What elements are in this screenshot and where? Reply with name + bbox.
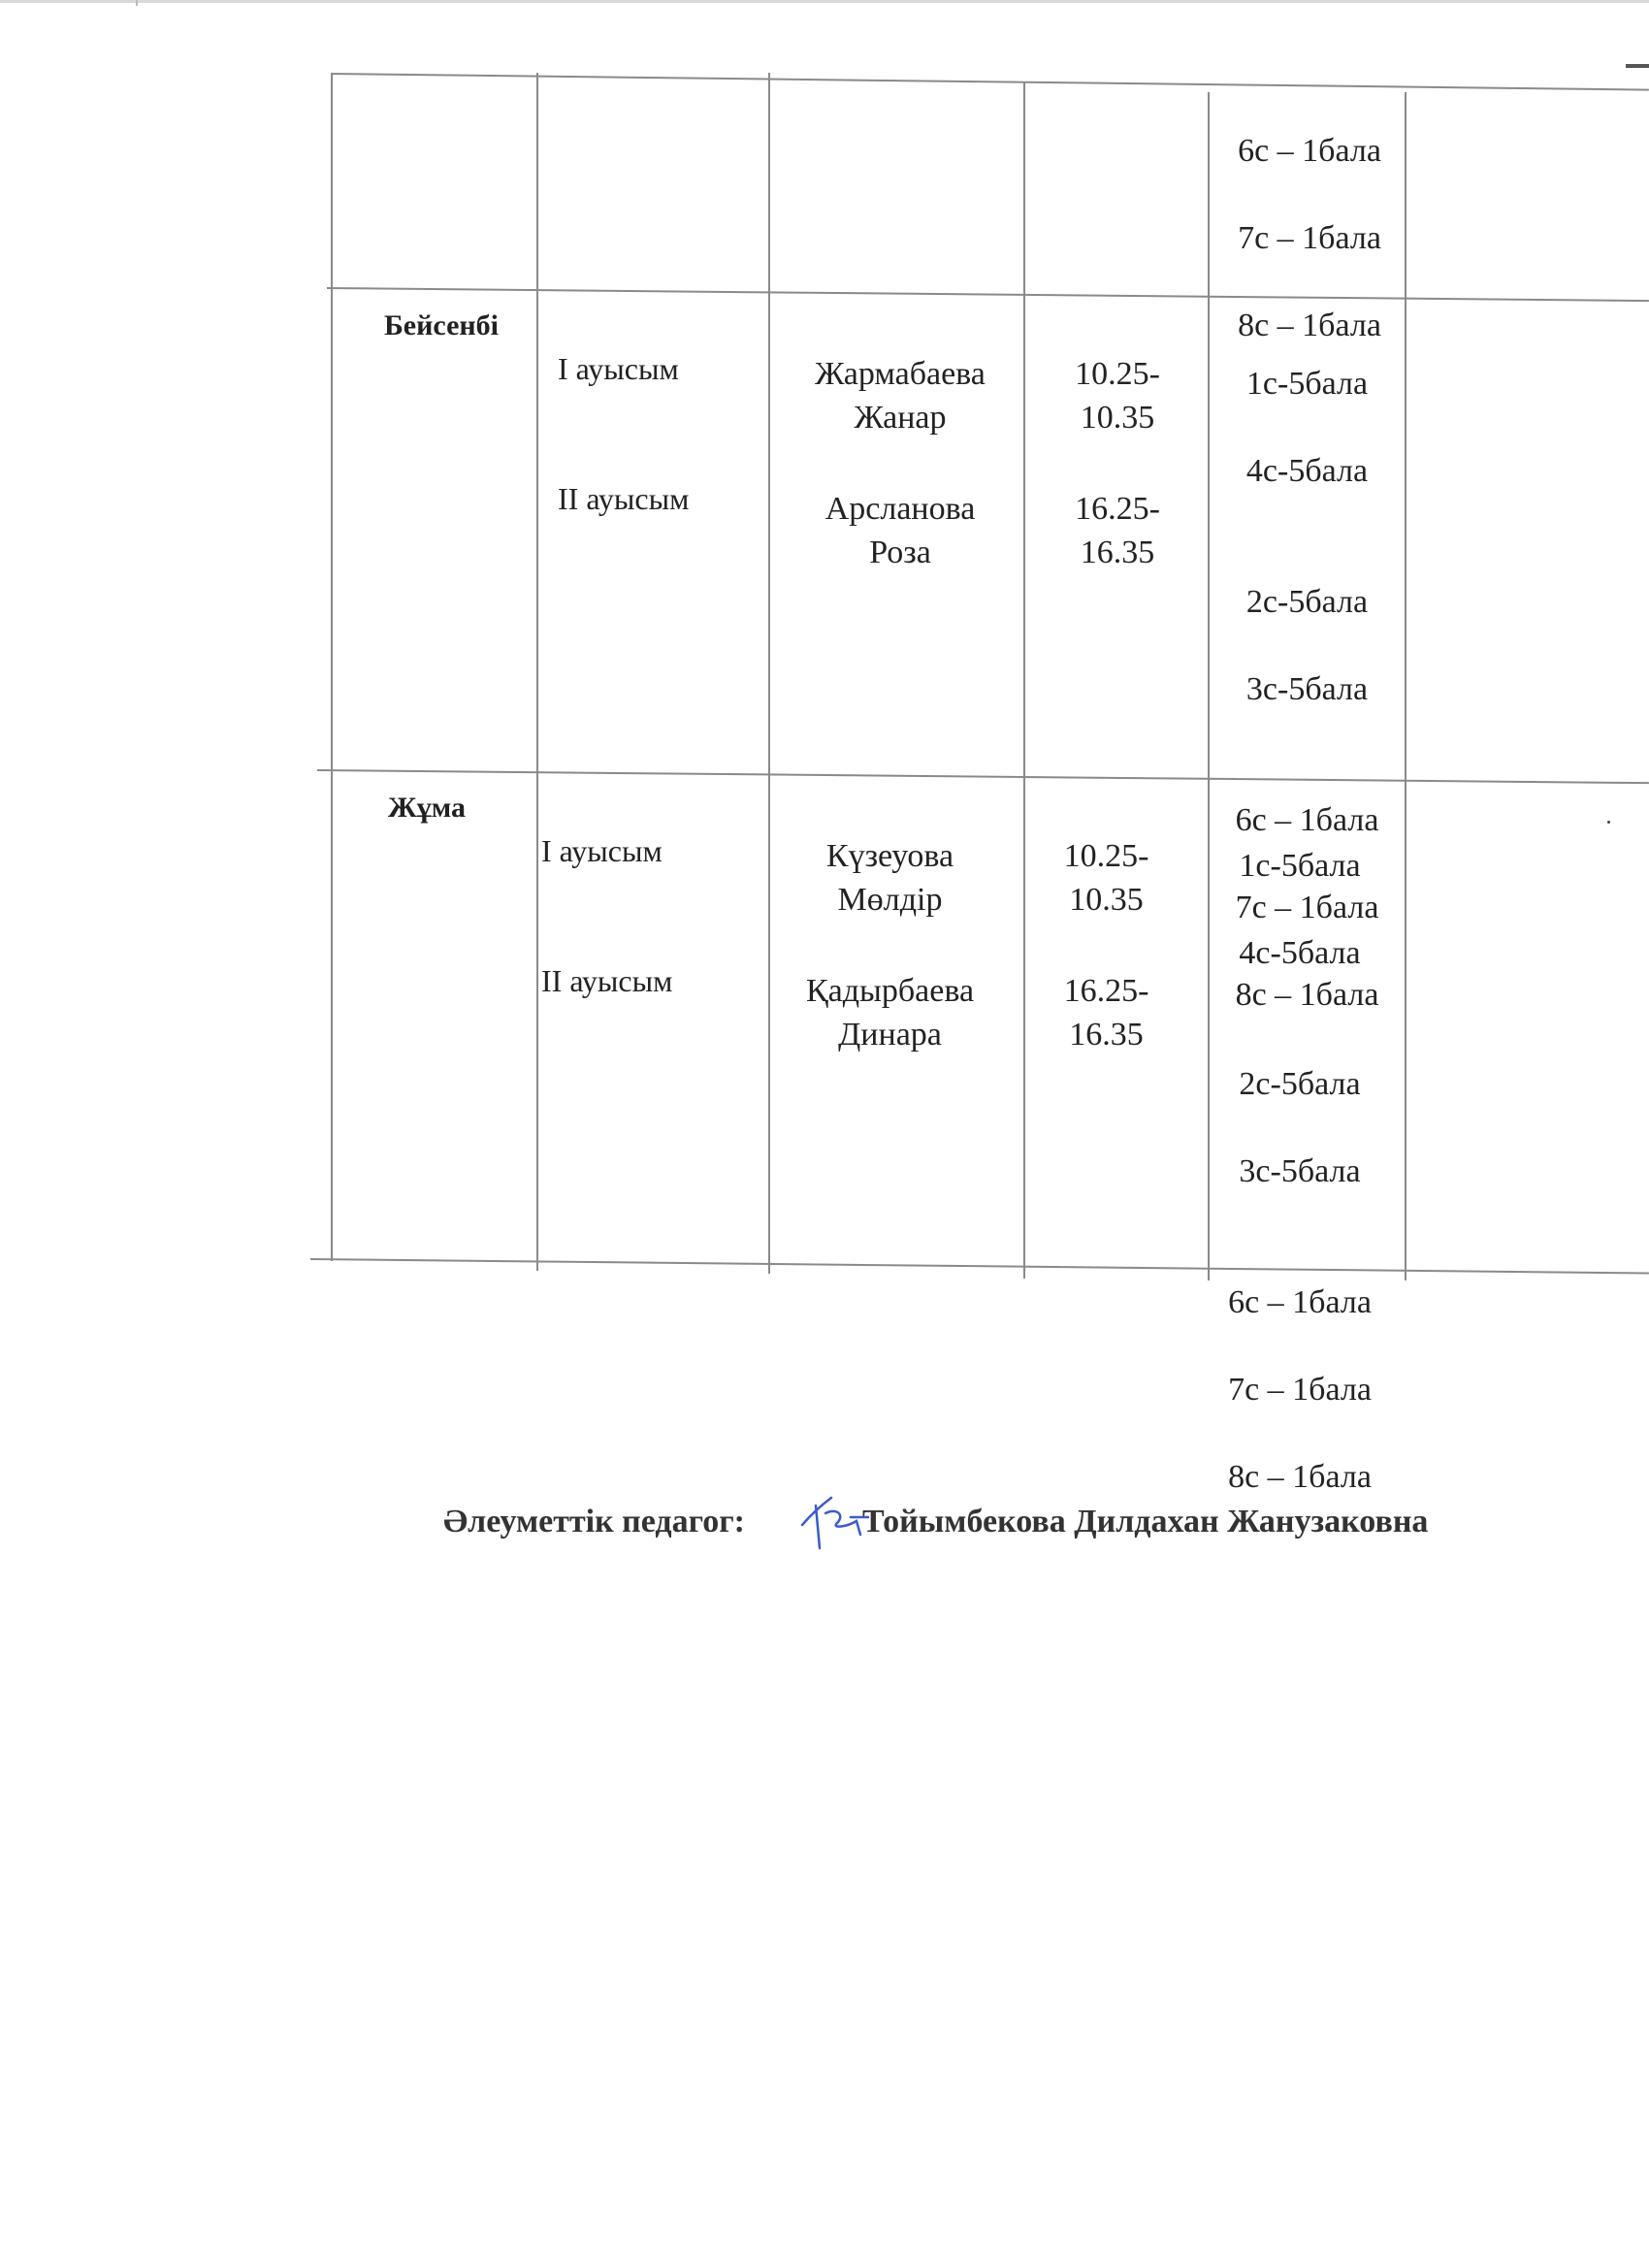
table-border: [536, 73, 538, 1271]
count-item: 2с-5бала: [1239, 1066, 1361, 1102]
count-item: 8с – 1бала: [1228, 1459, 1372, 1495]
shift-item: ІІ ауысым: [558, 481, 690, 516]
time-cell: [1017, 791, 1196, 1100]
teacher-cell: [784, 308, 1017, 618]
count-item: 8с – 1бала: [1238, 308, 1381, 343]
shift-item: І ауысым: [558, 351, 679, 386]
day-cell: Жұма: [388, 792, 466, 824]
time-range: 16.25- 16.35: [1063, 973, 1149, 1053]
shift-cell: [558, 304, 771, 565]
count-item: 3с-5бала: [1245, 671, 1369, 707]
count-item: 6с – 1бала: [1238, 133, 1381, 169]
count-item: 4с-5бала: [1245, 453, 1369, 489]
count-item: 2с-5бала: [1245, 584, 1369, 620]
count-item: 7с – 1бала: [1238, 220, 1381, 256]
table-border: [768, 73, 770, 1274]
time-range: 16.25- 16.35: [1075, 491, 1160, 570]
signer-title: Әлеуметтік педагог:: [443, 1504, 745, 1539]
count-item: 3с-5бала: [1239, 1153, 1361, 1189]
count-item: 4с-5бала: [1239, 935, 1361, 971]
table-border: [317, 769, 1649, 784]
day-cell: Бейсенбі: [383, 309, 500, 341]
teacher-name: Жармабаева Жанар: [815, 356, 986, 436]
shift-cell: [541, 786, 755, 1047]
teacher-name: Арсланова Роза: [824, 491, 976, 570]
count-item: 7с – 1бала: [1228, 1372, 1372, 1408]
count-item: 1с-5бала: [1245, 366, 1369, 402]
table-border: [331, 73, 1649, 91]
signature-line: [443, 1492, 1510, 1550]
count-item: 8с – 1бала: [1235, 977, 1379, 1013]
table-border: [331, 73, 333, 1261]
table-border: [310, 1258, 1649, 1274]
count-item: 1с-5бала: [1239, 848, 1361, 884]
shift-item: І ауысым: [541, 833, 663, 868]
teacher-name: Күзеуова Мөлдір: [825, 838, 954, 918]
count-item: 6с – 1бала: [1235, 802, 1379, 838]
count-item: 7с – 1бала: [1235, 890, 1379, 925]
shift-item: ІІ ауысым: [541, 963, 673, 998]
teacher-name: Қадырбаева Динара: [805, 973, 975, 1053]
time-range: 10.25- 10.35: [1075, 356, 1160, 436]
count-cell: [1203, 800, 1397, 1542]
time-range: 10.25- 10.35: [1063, 838, 1149, 918]
teacher-cell: [771, 791, 1009, 1100]
signer-name: Тойымбекова Дилдахан Жанузаковна: [862, 1504, 1429, 1539]
time-cell: [1030, 308, 1205, 618]
count-item: 6с – 1бала: [1228, 1284, 1372, 1320]
table-border: [327, 287, 1649, 302]
